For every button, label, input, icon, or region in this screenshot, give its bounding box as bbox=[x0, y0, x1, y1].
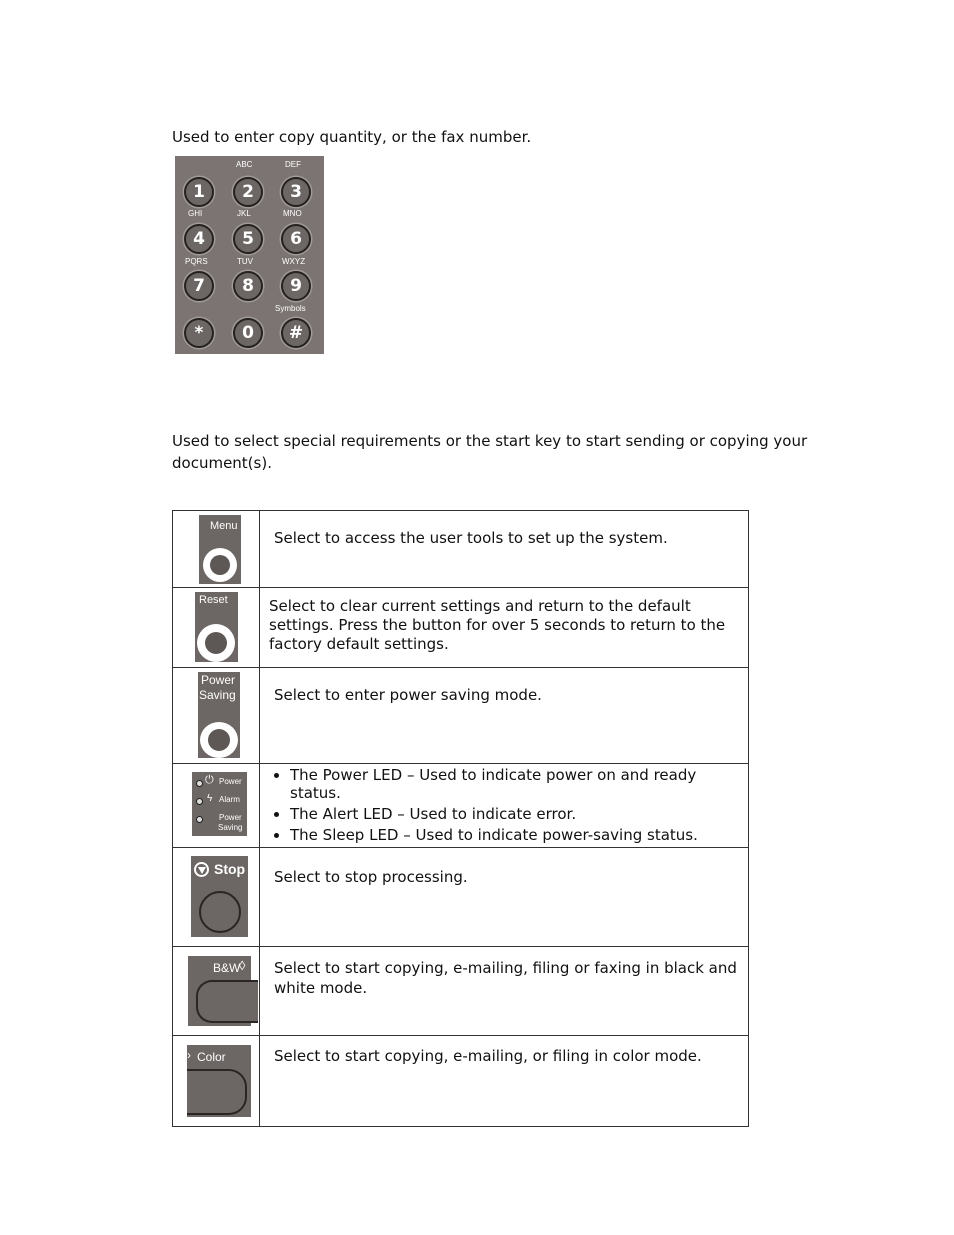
key-label-wxyz: WXYZ bbox=[282, 257, 306, 266]
key-5: 5 bbox=[233, 224, 263, 254]
table-row-power-saving bbox=[173, 668, 749, 764]
key-hash: # bbox=[281, 318, 311, 348]
menu-button-center bbox=[210, 555, 230, 575]
menu-key-image-cell bbox=[173, 511, 260, 588]
key-1: 1 bbox=[184, 177, 214, 207]
start-diamond-icon: ◊ bbox=[239, 958, 246, 973]
leds-panel-image bbox=[192, 772, 247, 836]
stop-key-image-cell bbox=[173, 848, 260, 947]
list-item: • The Alert LED – Used to indicate error. bbox=[290, 805, 748, 823]
led-label-power-2: Power bbox=[219, 813, 242, 822]
led-bullet-list bbox=[260, 766, 748, 844]
led-label-power: Power bbox=[219, 777, 242, 786]
bw-key-label: B&W bbox=[213, 961, 241, 975]
table-row-reset bbox=[173, 588, 749, 668]
color-description: Select to start copying, e-mailing, or filing in color mode. bbox=[274, 1047, 702, 1065]
keypad-intro-text: Used to enter copy quantity, or the fax number. bbox=[172, 128, 532, 146]
power-saving-description-cell bbox=[260, 668, 749, 764]
key-9: 9 bbox=[281, 271, 311, 301]
power-saving-button-center bbox=[208, 729, 230, 751]
menu-description-cell bbox=[260, 511, 749, 588]
key-label-symbols: Symbols bbox=[275, 304, 306, 313]
key-2: 2 bbox=[233, 177, 263, 207]
key-label-ghi: GHI bbox=[188, 209, 203, 218]
reset-description: Select to clear current settings and return to the default settings. Press the button for over 5 seconds to return to the factory default settings. bbox=[269, 597, 726, 653]
bw-description: Select to start copying, e-mailing, filing or faxing in black and white mode. bbox=[274, 959, 737, 997]
key-label-pqrs: PQRS bbox=[185, 257, 208, 266]
color-start-button bbox=[187, 1069, 247, 1115]
numeric-keypad-image bbox=[175, 156, 324, 354]
power-saving-key-label-1: Power bbox=[201, 673, 236, 687]
leds-description-cell bbox=[260, 764, 749, 848]
color-start-key-image bbox=[187, 1045, 251, 1117]
key-label-mno: MNO bbox=[283, 209, 302, 218]
alarm-led-icon bbox=[196, 798, 203, 805]
key-6: 6 bbox=[281, 224, 311, 254]
table-row-color bbox=[173, 1036, 749, 1127]
color-description-cell bbox=[260, 1036, 749, 1127]
menu-description: Select to access the user tools to set up the system. bbox=[274, 529, 668, 547]
table-row-leds bbox=[173, 764, 749, 848]
power-saving-description: Select to enter power saving mode. bbox=[274, 686, 542, 704]
bw-start-button bbox=[196, 980, 258, 1023]
key-label-tuv: TUV bbox=[237, 257, 253, 266]
key-label-jkl: JKL bbox=[237, 209, 251, 218]
key-3: 3 bbox=[281, 177, 311, 207]
color-key-label: Color bbox=[197, 1050, 226, 1064]
key-8: 8 bbox=[233, 271, 263, 301]
key-star: * bbox=[184, 318, 214, 348]
reset-description-cell bbox=[260, 588, 749, 668]
reset-key-image bbox=[195, 592, 238, 662]
reset-key-image-cell bbox=[173, 588, 260, 668]
color-key-image-cell bbox=[173, 1036, 260, 1127]
power-saving-key-label-2: Saving bbox=[199, 688, 236, 702]
function-keys-table bbox=[172, 510, 749, 1127]
led-label-saving: Saving bbox=[218, 823, 243, 832]
key-7: 7 bbox=[184, 271, 214, 301]
power-symbol-icon: ⏻ bbox=[205, 774, 214, 786]
stop-key-image bbox=[191, 856, 248, 937]
menu-key-image bbox=[199, 515, 241, 584]
alarm-symbol-icon: ϟ bbox=[207, 793, 213, 804]
leds-image-cell bbox=[173, 764, 260, 848]
power-saving-key-image-cell bbox=[173, 668, 260, 764]
bw-description-cell bbox=[260, 947, 749, 1036]
table-row-bw bbox=[173, 947, 749, 1036]
menu-key-label: Menu bbox=[210, 520, 238, 532]
bw-key-image-cell bbox=[173, 947, 260, 1036]
reset-button-center bbox=[205, 632, 227, 654]
power-led-icon bbox=[196, 780, 203, 787]
key-label-abc: ABC bbox=[236, 160, 253, 169]
power-saving-key-image bbox=[198, 672, 240, 758]
stop-button bbox=[199, 891, 241, 933]
key-0: 0 bbox=[233, 318, 263, 348]
stop-icon bbox=[194, 862, 209, 877]
key-label-def: DEF bbox=[285, 160, 301, 169]
stop-key-label: Stop bbox=[214, 861, 246, 877]
table-row-stop bbox=[173, 848, 749, 947]
stop-description-cell bbox=[260, 848, 749, 947]
sleep-led-icon bbox=[196, 816, 203, 823]
stop-description: Select to stop processing. bbox=[274, 868, 468, 886]
color-arrow-icon: › bbox=[187, 1048, 191, 1062]
key-4: 4 bbox=[184, 224, 214, 254]
led-label-alarm: Alarm bbox=[219, 795, 240, 804]
list-item: • The Power LED – Used to indicate power on and ready status. bbox=[290, 766, 748, 802]
table-row-menu bbox=[173, 511, 749, 588]
list-item: • The Sleep LED – Used to indicate power-saving status. bbox=[290, 826, 748, 844]
bw-start-key-image bbox=[188, 956, 251, 1026]
reset-key-label: Reset bbox=[199, 594, 228, 606]
keys-intro-text: Used to select special requirements or the start key to start sending or copying your document(s). bbox=[172, 432, 808, 472]
